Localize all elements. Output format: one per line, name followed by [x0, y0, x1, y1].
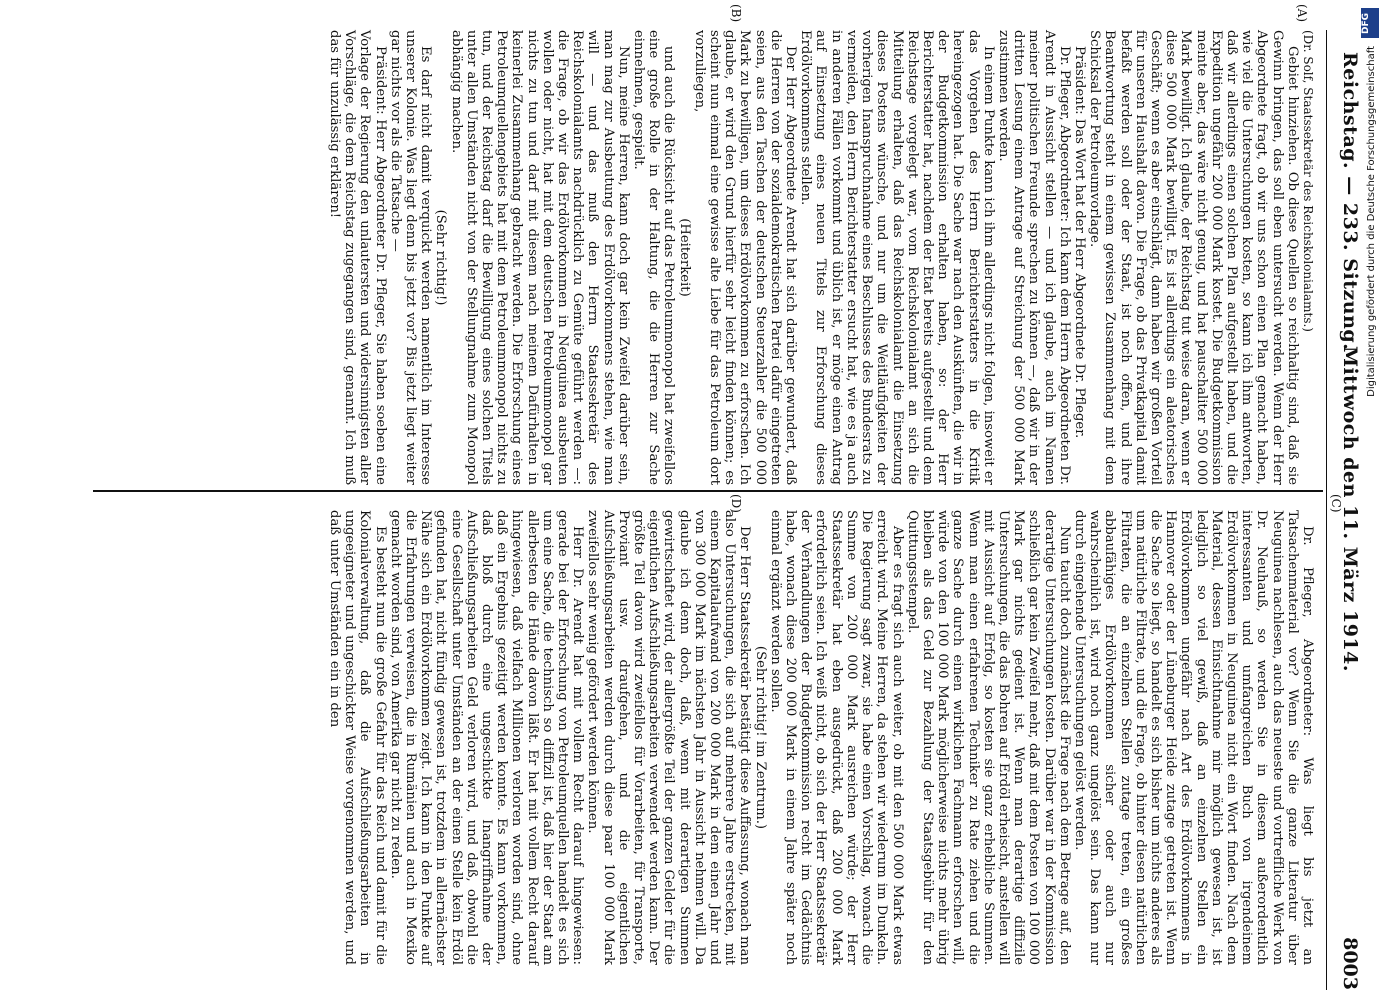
left-paragraph-3: Dr. Pfleger, Abgeordneter: Ich kann dem Herrn Abgeordneten Dr. Arendt in Aussicht stellen — und ich glaube, auch im Namen meiner politischen Freunde sprechen zu können —, daß wir in der dritten Lesung einem Antrage auf Streichung der 500 000 Mark zustimmen werden. — [995, 30, 1072, 485]
margin-mark-a: (A) — [1295, 4, 1309, 23]
left-paragraph-6: (Heiterkeit) — [676, 218, 692, 297]
left-paragraph-4: In einem Punkte kann ich ihm allerdings nicht folgen, insoweit er das Vorgehen des Herrn Berichterstatters in die Kritik hereingezogen hat. Die Sache war nach den Auskünften, die wir in der Budgetkommission erhalten haben, so: der Herr Berichterstatter hat, nachdem der Etat bereits aufgestellt und dem Reichstage vorgelegt war, vom Reichskolonialamt an sich die Mitteilung erhalten, daß das Reichskolonialamt die Einsetzung dieses Postens wünsche, und nur um die Weitläufigkeiten der vorherigen Inanspruchnahme eines Beschlusses des Bundesrats zu vermeiden, den Herrn Berichterstatter ersucht hat, wie es ja auch in anderen Fällen vorkommt und üblich ist, er möge einen Antrag auf Einsetzung eines neuen Titels zur Erforschung dieses Erdölvorkommens stellen. — [798, 30, 996, 485]
right-paragraph-0: Dr. Pfleger, Abgeordneter: Was liegt bis jetzt an Tatsachenmaterial vor? Wenn Sie die ganze Literatur über Neuguinea nachlesen, auch das neueste und vortreffliche Werk von Dr. Neuhauß, so werden Sie in diesem außerordentlich interessanten und umfangreichen Buch von irgendeinem Erdölvorkommen in Neuguinea nicht ein Wort finden. Nach dem Material, dessen Einsichtnahme mir möglich gewesen ist, ist lediglich so viel gewiß, daß an einzelnen Stellen ein Erdölvorkommen ungefähr nach Art des Erdölvorkommens in Hannover oder der Lüneburger Heide zutage getreten ist. Wenn die Sache so liegt, so handelt es sich bisher um nichts anderes als um natürliche Filtrate, und die Frage, ob hinter diesen natürlichen Filtraten, die an einzelnen Stellen zutage treten, ein großes abbaufähiges Erdölvorkommen sicher oder auch nur wahrscheinlich ist, wird noch ganz ungelöst sein. Das kann nur durch eingehende Untersuchungen gelöst werden. — [1071, 510, 1315, 965]
left-column — [327, 30, 1315, 485]
left-paragraph-2: Präsident: Das Wort hat der Herr Abgeordnete Dr. Pfleger. — [1071, 46, 1087, 439]
right-paragraph-4: Der Herr Staatssekretär bestätigt diese Auffassung, wonach man also Untersuchungen, die sich auf mehrere Jahre erstrecken, mit einem Kapitalaufwand von 200 000 Mark in dem einen Jahr und von 300 000 Mark im nächsten Jahr in Aussicht nehmen will. Da glaube ich denn doch, daß, wenn mit derartigen Summen gewirtschaftet wird, der allergrößte Teil der ganzen Gelder für die eigentlichen Aufschließungsarbeiten verwendet werden kann. Der größte Teil davon wird zweifellos für Vorarbeiten, für Transporte, Proviant usw. draufgehen, und die eigentlichen Aufschließungsarbeiten werden durch diese paar 100 000 Mark zweifellos sehr wenig gefördert werden können. — [585, 510, 753, 965]
left-paragraph-11: Präsident: Herr Abgeordneter Dr. Pfleger, Sie haben soeben eine Vorlage der Regierung den unlautersten und widersinnigsten aller Vorschläge, die dem Reichstag zugegangen sind, genannt. Ich muß das für unzulässig erklären! — [327, 30, 388, 485]
header-rule — [1326, 30, 1327, 990]
left-paragraph-8: Nun, meine Herren, kann doch gar kein Zweifel darüber sein, man mag zur Ausbeutung des Erdölvorkommens stehen, wie man will — und das muß den Herrn Staatssekretär des Reichskolonialamts nachdrücklich zu Gemüte geführt werden —: die Frage, ob wir das Erdölvorkommen in Neuguinea ausbeuten wollen oder nicht, hat mit dem deutschen Petroleummonopol gar nichts zu tun und darf mit diesem nach meinem Dafürhalten in keinerlei Zusammenhang gebracht werden. Die Erforschung eines Petroleumquellengebiets hat mit dem Petroleummonopol nichts zu tun, und der Reichstag darf die Bewilligung eines solchen Titels unter allen Umständen nicht von der Stellungnahme zum Monopol abhängig machen. — [448, 30, 631, 485]
margin-mark-c: (C) — [1329, 494, 1343, 513]
digitization-note: Digitalisierung gefördert durch die Deutsche Forschungsgemeinschaft — [1366, 46, 1377, 397]
left-paragraph-0: (Dr. Solf, Staatssekretär des Reichskolonialamts.) — [1301, 30, 1315, 332]
page-number: 8003 — [1339, 937, 1361, 990]
left-paragraph-9: (Sehr richtig!) — [433, 209, 449, 306]
right-paragraph-6: Es besteht nun die große Gefahr für das Reich und damit für die Kolonialverwaltung, daß die Aufschließungsarbeiten in ungeeigneter und ungeschickter Weise vorgenommen werden, und daß unter Umständen ein in den — [327, 510, 388, 965]
dfg-logo: DFG — [1361, 8, 1379, 38]
left-paragraph-5: Der Herr Abgeordnete Arendt hat sich darüber gewundert, daß die Herren von der sozialdemokratischen Partei dafür eingetreten seien, aus den Taschen der deutschen Steuerzahler die 500 000 Mark zu bewilligen, um dieses Erdölvorkommen zu erforschen. Ich glaube, er wird den Grund hierfür sehr leicht finden können; es scheint nun einmal eine gewisse alte Liebe für das Petroleum dort vorzuliegen, — [691, 30, 799, 485]
right-paragraph-5: Herr Dr. Arendt hat mit vollem Recht darauf hingewiesen: gerade bei der Erforschung von Petroleumquellen handelt es sich um eine Sache, die technisch so diffizil ist, daß hier der Staat am allerbesten die Hände davon läßt. Er hat mit vollem Recht darauf hingewiesen, daß vielfach Millionen verloren worden sind, ohne daß ein Ergebnis gezeitigt werden konnte. Es kann vorkommen, daß bloß durch eine ungeschickte Inangriffnahme der Aufschließungsarbeiten Geld verloren wird, und daß, obwohl die eine Gesellschaft unter Umständen an der einen Stelle kein Erdöl gefunden hat, nicht fündig gewesen ist, trotzdem in allernächster Nähe sich ein Erdölvorkommen zeigt. Ich kann in den Punkte auf die Erfahrungen verweisen, die in Rumänien und auch in Mexiko gemacht worden sind, von Amerika gar nicht zu reden. — [387, 510, 586, 965]
document-page — [73, 0, 1383, 1000]
right-paragraph-3: (Sehr richtig! im Zentrum.) — [752, 645, 768, 830]
margin-mark-b: (B) — [729, 4, 743, 23]
right-column — [327, 510, 1315, 965]
left-paragraph-1: Gebiet hinziehen. Ob diese Quellen so reichhaltig sind, daß sie Gewinn bringen, das soll eben untersucht werden. Wenn der Herr Abgeordnete fragt, ob wir uns schon einen Plan gemacht haben, wie viel die Untersuchungen kosten, so kann ich ihm antworten, daß wir allerdings einen solchen Plan aufgestellt haben, und die Expedition ungefähr 200 000 Mark kostet. Die Budgetkommission meinte aber, das wäre nicht genug, und hat pauschaliter 500 000 Mark bewilligt. Ich glaube, der Reichstag tut weise daran, wenn er diese 500 000 Mark bewilligt. Es ist allerdings ein aleatorisches Geschäft; wenn es aber einschlägt, dann haben wir großen Vorteil für unseren Haushalt davon. Die Frage, ob das Privatkapital damit befaßt werden soll oder der Staat, ist noch offen, und ihre Beantwortung steht in einem gewissen Zusammenhang mit dem Schicksal der Petroleumvorlage. — [1087, 30, 1300, 485]
column-divider — [93, 490, 1323, 492]
right-paragraph-1: Nun taucht doch zunächst die Frage nach dem Betrage auf, den derartige Untersuchungen kosten. Darüber war in der Kommission schließlich gar kein Zweifel mehr, daß mit dem Posten von 100 000 Mark gar nichts gedient ist. Wenn man derartige diffizile Untersuchungen, die das Bohren auf Erdöl erheischt, anstellen will mit Aussicht auf Erfolg, so kosten sie ganz erhebliche Summen. Wenn man einen erfahrenen Techniker zu Rate ziehen und die ganze Sache durch einen wirklichen Fachmann erforschen will, würde von den 100 000 Mark möglicherweise nichts mehr übrig bleiben als das Geld zur Bezahlung der Staatsgebühr für den Quittungsstempel. — [904, 510, 1072, 965]
header-left: Reichstag. — 233. Sitzung. — [1339, 52, 1361, 351]
margin-mark-d: (D) — [729, 494, 743, 513]
digitization-strip — [1355, 0, 1383, 1000]
header-date: Mittwoch den 11. März 1914. — [1339, 345, 1361, 672]
right-paragraph-2: Aber es fragt sich auch weiter, ob mit den 500 000 Mark etwas erreicht wird. Meine Herren, da stehen wir wiederum im Dunkeln. Die Regierung sagt zwar, sie habe einen Vorschlag, wonach die Summe von 200 000 Mark ausreichen würde; der Herr Staatssekretär hat eben ausgedrückt, daß 200 000 Mark erforderlich seien. Ich weiß nicht, ob sich der Herr Staatssekretär der Verhandlungen der Budgetkommission recht im Gedächtnis habe, wonach diese 200 000 Mark in einem Jahre später noch einmal ergänzt werden sollen. — [767, 510, 905, 965]
left-paragraph-10: Es darf nicht damit verquickt werden namentlich im Interesse unserer Kolonie. Was liegt denn bis jetzt vor? Bis jetzt liegt weiter gar nichts vor als die Tatsache — — [387, 30, 434, 485]
left-paragraph-7: und auch die Rücksicht auf das Petroleummonopol hat zweifellos eine große Rolle in der Haltung, die die Herren zur Sache einnehmen, gespielt. — [631, 30, 677, 485]
